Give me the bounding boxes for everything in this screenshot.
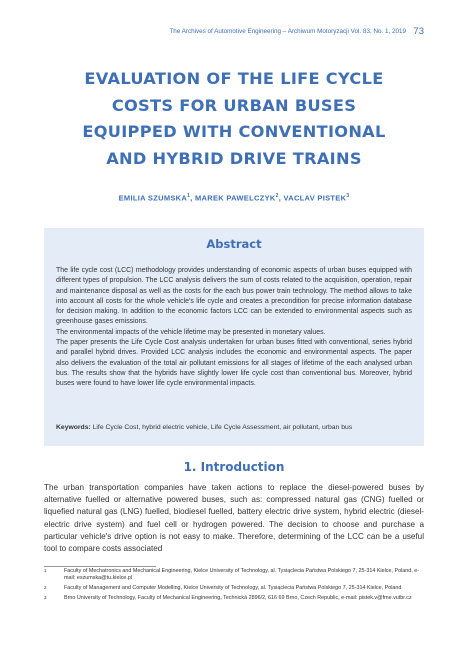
affiliation-mark: 2 xyxy=(275,193,279,199)
footnote xyxy=(44,595,424,602)
footnote-text: Faculty of Mechatronics and Mechanical Engineering, Kielce University of Technology, al. Tysiąclecia Państwa Polskiego 7, 25-314 Kielce, Poland, e-mail: eszumska@tu.kielce.pl xyxy=(64,568,420,582)
footnote-mark: 3 xyxy=(44,594,47,600)
abstract-paragraph: The life cycle cost (LCC) methodology provides understanding of economic aspects of urban buses equipped with different types of propulsion. The LCC analysis delivers the sum of costs related to the acquisition, operation, repair and maintenance disposal as well as the costs for the each bus power train technology. The method allows to take into account all costs for the whole vehicle's life cycle and creates a precondition for precise information database for decision making. In addition to the economic factors LCC can be extended to environmental aspects such as greenhouse gases emissions. xyxy=(56,267,412,326)
keywords-label: Keywords: xyxy=(56,424,91,431)
page-number: 73 xyxy=(413,25,424,37)
footnote-text: Faculty of Management and Computer Modelling, Kielce University of Technology, al. Tysiąclecia Państwa Polskiego 7, 25-314 Kielce, Poland xyxy=(64,585,402,591)
author-name: VACLAV PISTEK xyxy=(283,193,347,203)
footnote-mark: 1 xyxy=(44,568,47,573)
abstract-paragraph: The paper presents the Life Cycle Cost analysis undertaken for urban buses fitted with conventional, series hybrid and parallel hybrid drives. Provided LCC analysis includes the economic and environmental aspects. The paper also delivers the evaluation of the total air pollutant emissions for all stages of lifetime of the each analysed urban bus. The results show that the hybrids have slightly lower life cycle cost than conventional bus. Moreover, hybrid buses were found to have lower life cycle environmental impacts. xyxy=(56,339,412,388)
author-name: MAREK PAWELCZYK xyxy=(195,193,276,203)
title-line: COSTS FOR URBAN BUSES xyxy=(111,95,357,115)
author-list: EMILIA SZUMSKA$^1$, MAREK PAWELCZYK$^2$, VACLAV PISTEK$^3$ xyxy=(118,193,350,203)
title-line: EVALUATION OF THE LIFE CYCLE xyxy=(84,69,384,88)
footnotes xyxy=(44,568,424,604)
affiliation-mark: 1 xyxy=(187,193,191,199)
affiliation-mark: 3 xyxy=(346,193,350,199)
footnote xyxy=(44,585,424,592)
author-name: EMILIA SZUMSKA xyxy=(118,193,188,203)
section-heading-introduction: 1. Introduction xyxy=(183,460,285,474)
paper-title xyxy=(40,66,428,172)
abstract-box xyxy=(44,228,424,446)
journal-citation: The Archives of Automotive Engineering – Archiwum Motoryzacji Vol. 83, No. 1, 2019 xyxy=(169,28,406,35)
title-line: EQUIPPED WITH CONVENTIONAL xyxy=(82,122,386,141)
footnote-divider xyxy=(44,566,156,567)
abstract-heading: Abstract xyxy=(206,237,262,251)
footnote-text: Brno University of Technology, Faculty of Mechanical Engineering, Technická 2896/2, 616 69 Brno, Czech Republic, e-mail: pistek.v@fme.vutbr.cz xyxy=(64,594,412,601)
keywords-list: Life Cycle Cost, hybrid electric vehicle, Life Cycle Assessment, air pollutant, urban bus xyxy=(92,424,353,431)
abstract-paragraph: The environmental impacts of the vehicle lifetime may be presented in monetary values. xyxy=(56,328,326,336)
abstract-text xyxy=(56,266,412,390)
keywords xyxy=(56,424,412,431)
footnote xyxy=(44,568,424,583)
running-header xyxy=(0,0,468,56)
title-line: AND HYBRID DRIVE TRAINS xyxy=(106,148,362,168)
footnote-mark: 2 xyxy=(44,585,47,590)
introduction-paragraph: The urban transportation companies have taken actions to replace the diesel-powered buses by alternative fuelled or alternative powered buses, such as: compressed natural gas (CNG) fuelled or liquefied natural gas (LNG) fuelled, biodiesel fuelled, battery electric drive system, hybrid electric (diesel-electric drive system) and fuel cell or hydrogen powered. The decision to choose and purchase a particular vehicle's drive option is not easy to make. Therefore, determining of the LCC can be a useful tool to compare costs associated xyxy=(44,483,424,554)
